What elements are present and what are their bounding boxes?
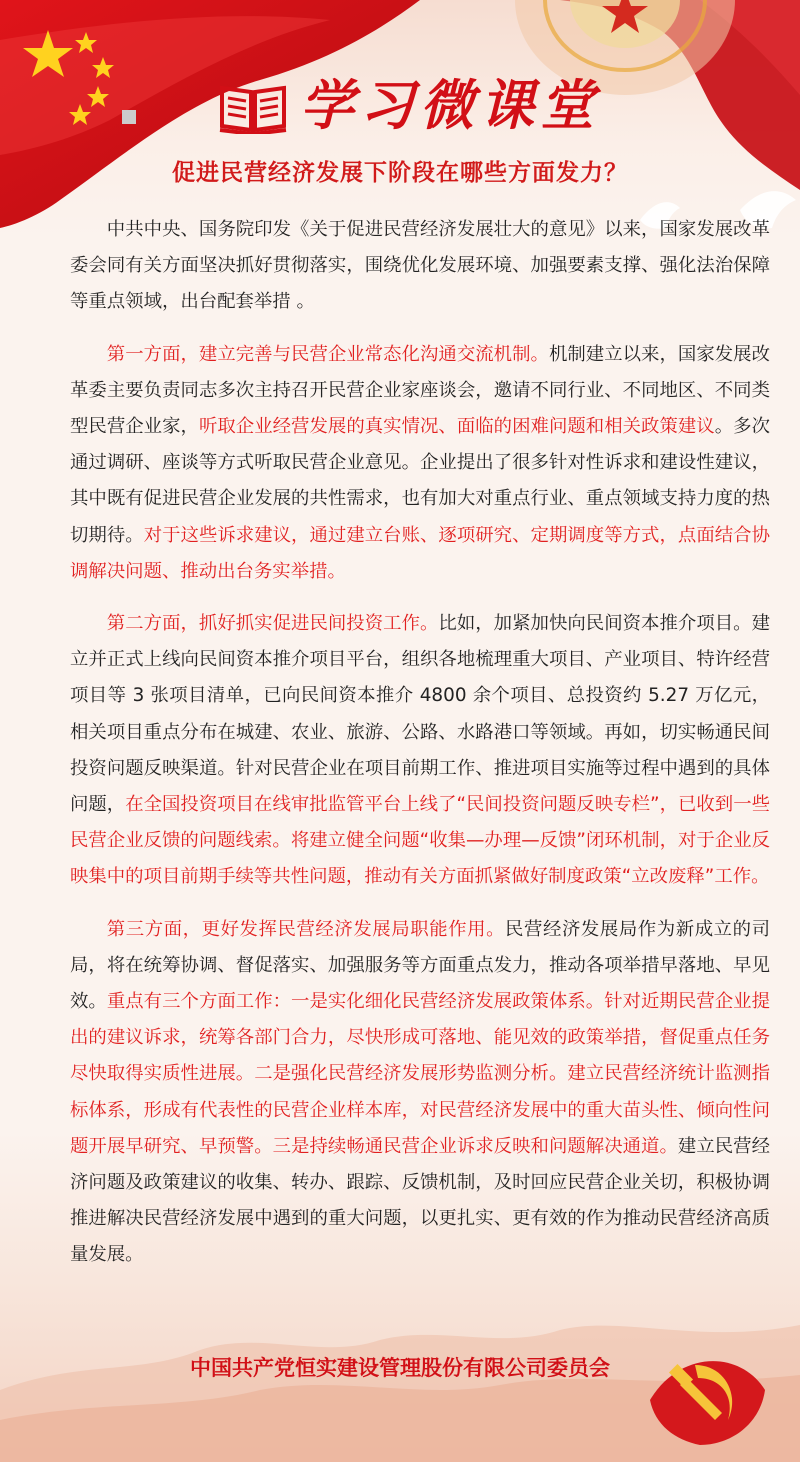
text-segment: 建立民营经济问题及政策建议的收集、转办、跟踪、反馈机制，及时回应民营企业关切，积极协调推进解决民营经济发展中遇到的重大问题，以更扎实、更有效的作为推动民营经济高质量发展。 [70, 1135, 770, 1266]
text-segment: 机制建立以来，国家发展改革委主要负责同志多次主持召开民营企业家座谈会，邀请不同行业、不同地区、不同类型民营企业家， [70, 343, 770, 438]
text-segment: 中共中央、国务院印发《关于促进民营经济发展壮大的意见》以来，国家发展改革委会同有关方面坚决抓好贯彻落实，围绕优化发展环境、加强要素支撑、强化法治保障等重点领域，出台配套举措 。 [70, 219, 770, 313]
highlight-segment: 重点有三个方面工作：一是实化细化民营经济发展政策体系。针对近期民营企业提出的建议诉求，统筹各部门合力，尽快形成可落地、能见效的政策举措，督促重点任务尽快取得实质性进展。二是强化民营经济发展形势监测分析。建立民营经济统计监测指标体系，形成有代表性的民营企业样本库，对民营经济发展中的重大苗头性、倾向性问题开展早研究、早预警。三是持续畅通民营企业诉求反映和问题解决通道。 [70, 991, 770, 1157]
text-segment: 民营经济发展局作为新成立的司局，将在统筹协调、督促落实、加强服务等方面重点发力，推动各项举措早落地、早见效。 [70, 918, 770, 1013]
highlight-segment: 听取企业经营发展的真实情况、面临的困难问题和相关政策建议 [198, 416, 715, 438]
paragraph-first-aspect [70, 337, 770, 590]
highlight-segment: 对于这些诉求建议，通过建立台账、逐项研究、定期调度等方式，点面结合协调解决问题、推动出台务实举措。 [70, 524, 770, 582]
paragraph-intro [70, 212, 770, 321]
paragraph-third-aspect [70, 912, 770, 1274]
highlight-segment: 第三方面，更好发挥民营经济发展局职能作用。 [106, 918, 506, 940]
book-icon [218, 78, 288, 134]
paragraph-second-aspect [70, 606, 770, 896]
highlight-segment: 第一方面，建立完善与民营企业常态化沟通交流机制。 [106, 343, 549, 365]
article-body [70, 212, 770, 1290]
highlight-segment: 第二方面，抓好抓实促进民间投资工作。 [106, 613, 439, 635]
header [0, 70, 800, 150]
text-segment: 比如，加紧加快向民间资本推介项目。建立并正式上线向民间资本推介项目平台，组织各地梳理重大项目、产业项目、特许经营项目等 3 张项目清单，已向民间资本推介 4800 余个项目、总投资约 5.27 万亿元，相关项目重点分布在城建、农业、旅游、公路、水路港口等领域。再如，切实畅通民间投资问题反映渠道。针对民营企业在项目前期工作、推进项目实施等过程中遇到的具体问题， [70, 613, 770, 816]
text-segment: 。多次通过调研、座谈等方式听取民营企业意见。企业提出了很多针对性诉求和建设性建议，其中既有促进民营企业发展的共性需求，也有加大对重点行业、重点领域支持力度的热切期待。 [70, 416, 770, 546]
footer-organization: 中国共产党恒实建设管理股份有限公司委员会 [190, 1356, 610, 1380]
brand-title: 学习微课堂 [300, 73, 600, 137]
page-title: 促进民营经济发展下阶段在哪些方面发力？ [172, 160, 628, 186]
highlight-segment: 在全国投资项目在线审批监管平台上线了“民间投资问题反映专栏”，已收到一些民营企业反馈的问题线索。将建立健全问题“收集—办理—反馈”闭环机制，对于企业反映集中的项目前期手续等共性问题，推动有关方面抓紧做好制度政策“立改废释”工作。 [70, 794, 770, 888]
